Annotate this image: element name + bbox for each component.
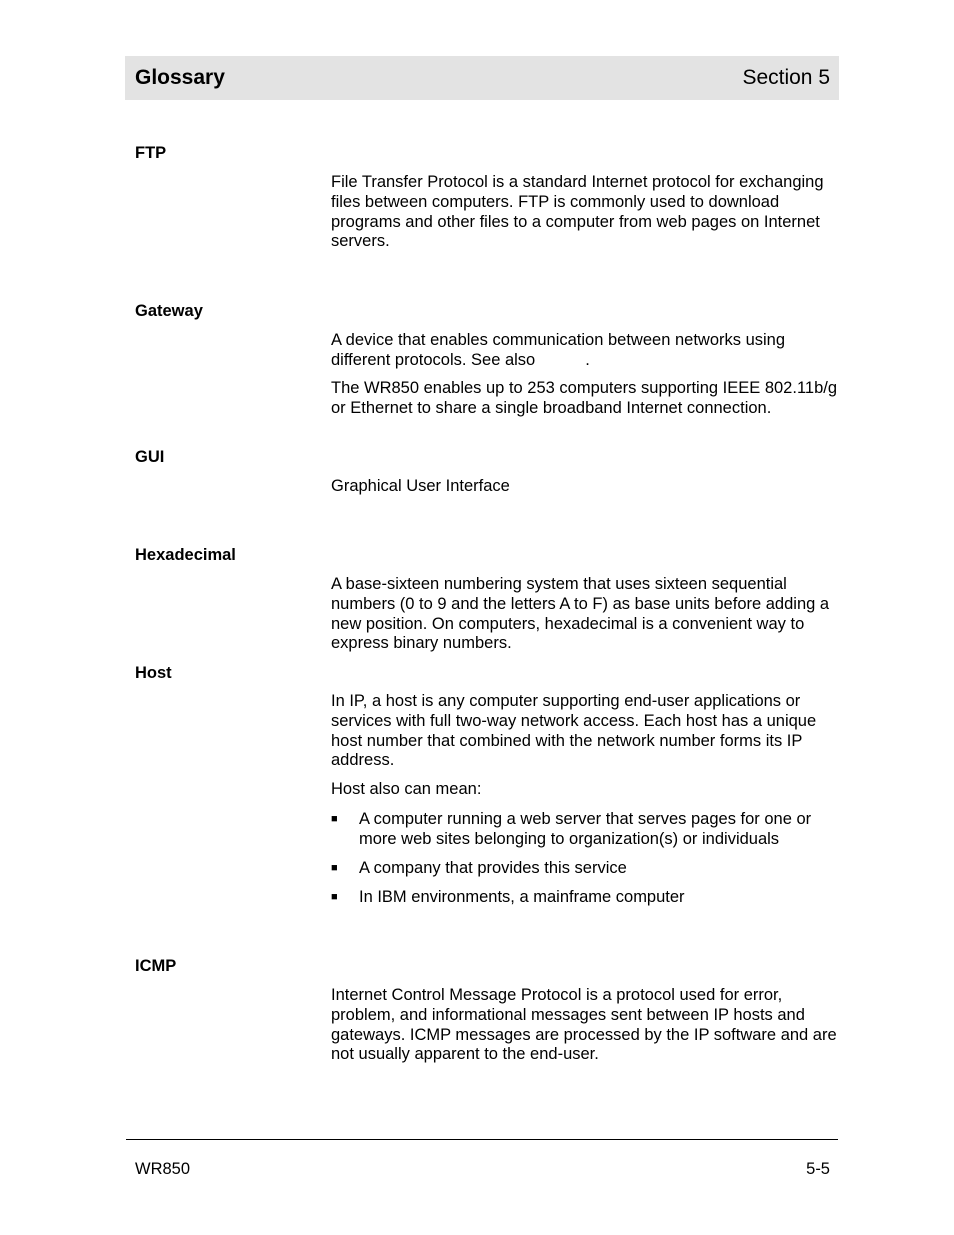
definition-host-also	[331, 780, 841, 800]
header-section: Section 5	[742, 66, 830, 89]
definition-gateway-2	[331, 379, 841, 419]
definition-gateway-period: .	[585, 350, 590, 369]
definition-ftp	[331, 173, 841, 252]
definition-gui-text: Graphical User Interface	[331, 477, 510, 495]
definition-host-also-text: Host also can mean:	[331, 780, 482, 798]
term-icmp: ICMP	[135, 957, 177, 975]
bullet-icon: ■	[331, 862, 338, 874]
term-hexadecimal: Hexadecimal	[135, 546, 236, 564]
list-item-text: A company that provides this service	[359, 859, 627, 877]
definition-host	[331, 692, 841, 771]
footer-product: WR850	[135, 1160, 191, 1178]
definition-icmp-text: Internet Control Message Protocol is a protocol used for error, problem, and informational messages sent between IP hosts and gateways. ICMP messages are processed by the IP software and are not usually apparent to the end-user.	[331, 986, 837, 1064]
footer-divider	[126, 1139, 838, 1140]
definition-host-text: In IP, a host is any computer supporting end-user applications or services with full two-way network access. Each host has a unique host number that combined with the network number forms its IP address.	[331, 692, 817, 770]
bullet-icon: ■	[331, 813, 338, 825]
term-ftp: FTP	[135, 144, 167, 162]
definition-gateway-text	[331, 331, 841, 371]
definition-hexadecimal	[331, 575, 841, 654]
header-title: Glossary	[135, 66, 225, 89]
term-gui: GUI	[135, 448, 165, 466]
footer-page-number: 5-5	[806, 1160, 830, 1178]
term-host: Host	[135, 664, 172, 682]
definition-gateway	[331, 331, 841, 371]
definition-gateway-2-text: The WR850 enables up to 253 computers supporting IEEE 802.11b/g or Ethernet to share a single broadband Internet connection.	[331, 379, 838, 417]
list-item-text: A computer running a web server that serves pages for one or more web sites belonging to organization(s) or individuals	[359, 810, 812, 848]
page-header	[125, 56, 839, 100]
list-item-text: In IBM environments, a mainframe computer	[359, 888, 685, 906]
definition-gateway-part1: A device that enables communication between networks using different protocols. See also	[331, 331, 786, 369]
term-gateway: Gateway	[135, 302, 203, 320]
bullet-icon: ■	[331, 891, 338, 903]
definition-hexadecimal-text: A base-sixteen numbering system that uses sixteen sequential numbers (0 to 9 and the letters A to F) as base units before adding a new position. On computers, hexadecimal is a convenient way to express binary numbers.	[331, 575, 830, 653]
definition-gui	[331, 477, 841, 497]
definition-ftp-text: File Transfer Protocol is a standard Internet protocol for exchanging files between computers. FTP is commonly used to download programs and other files to a computer from web pages on Internet servers.	[331, 173, 824, 251]
definition-icmp	[331, 986, 841, 1065]
